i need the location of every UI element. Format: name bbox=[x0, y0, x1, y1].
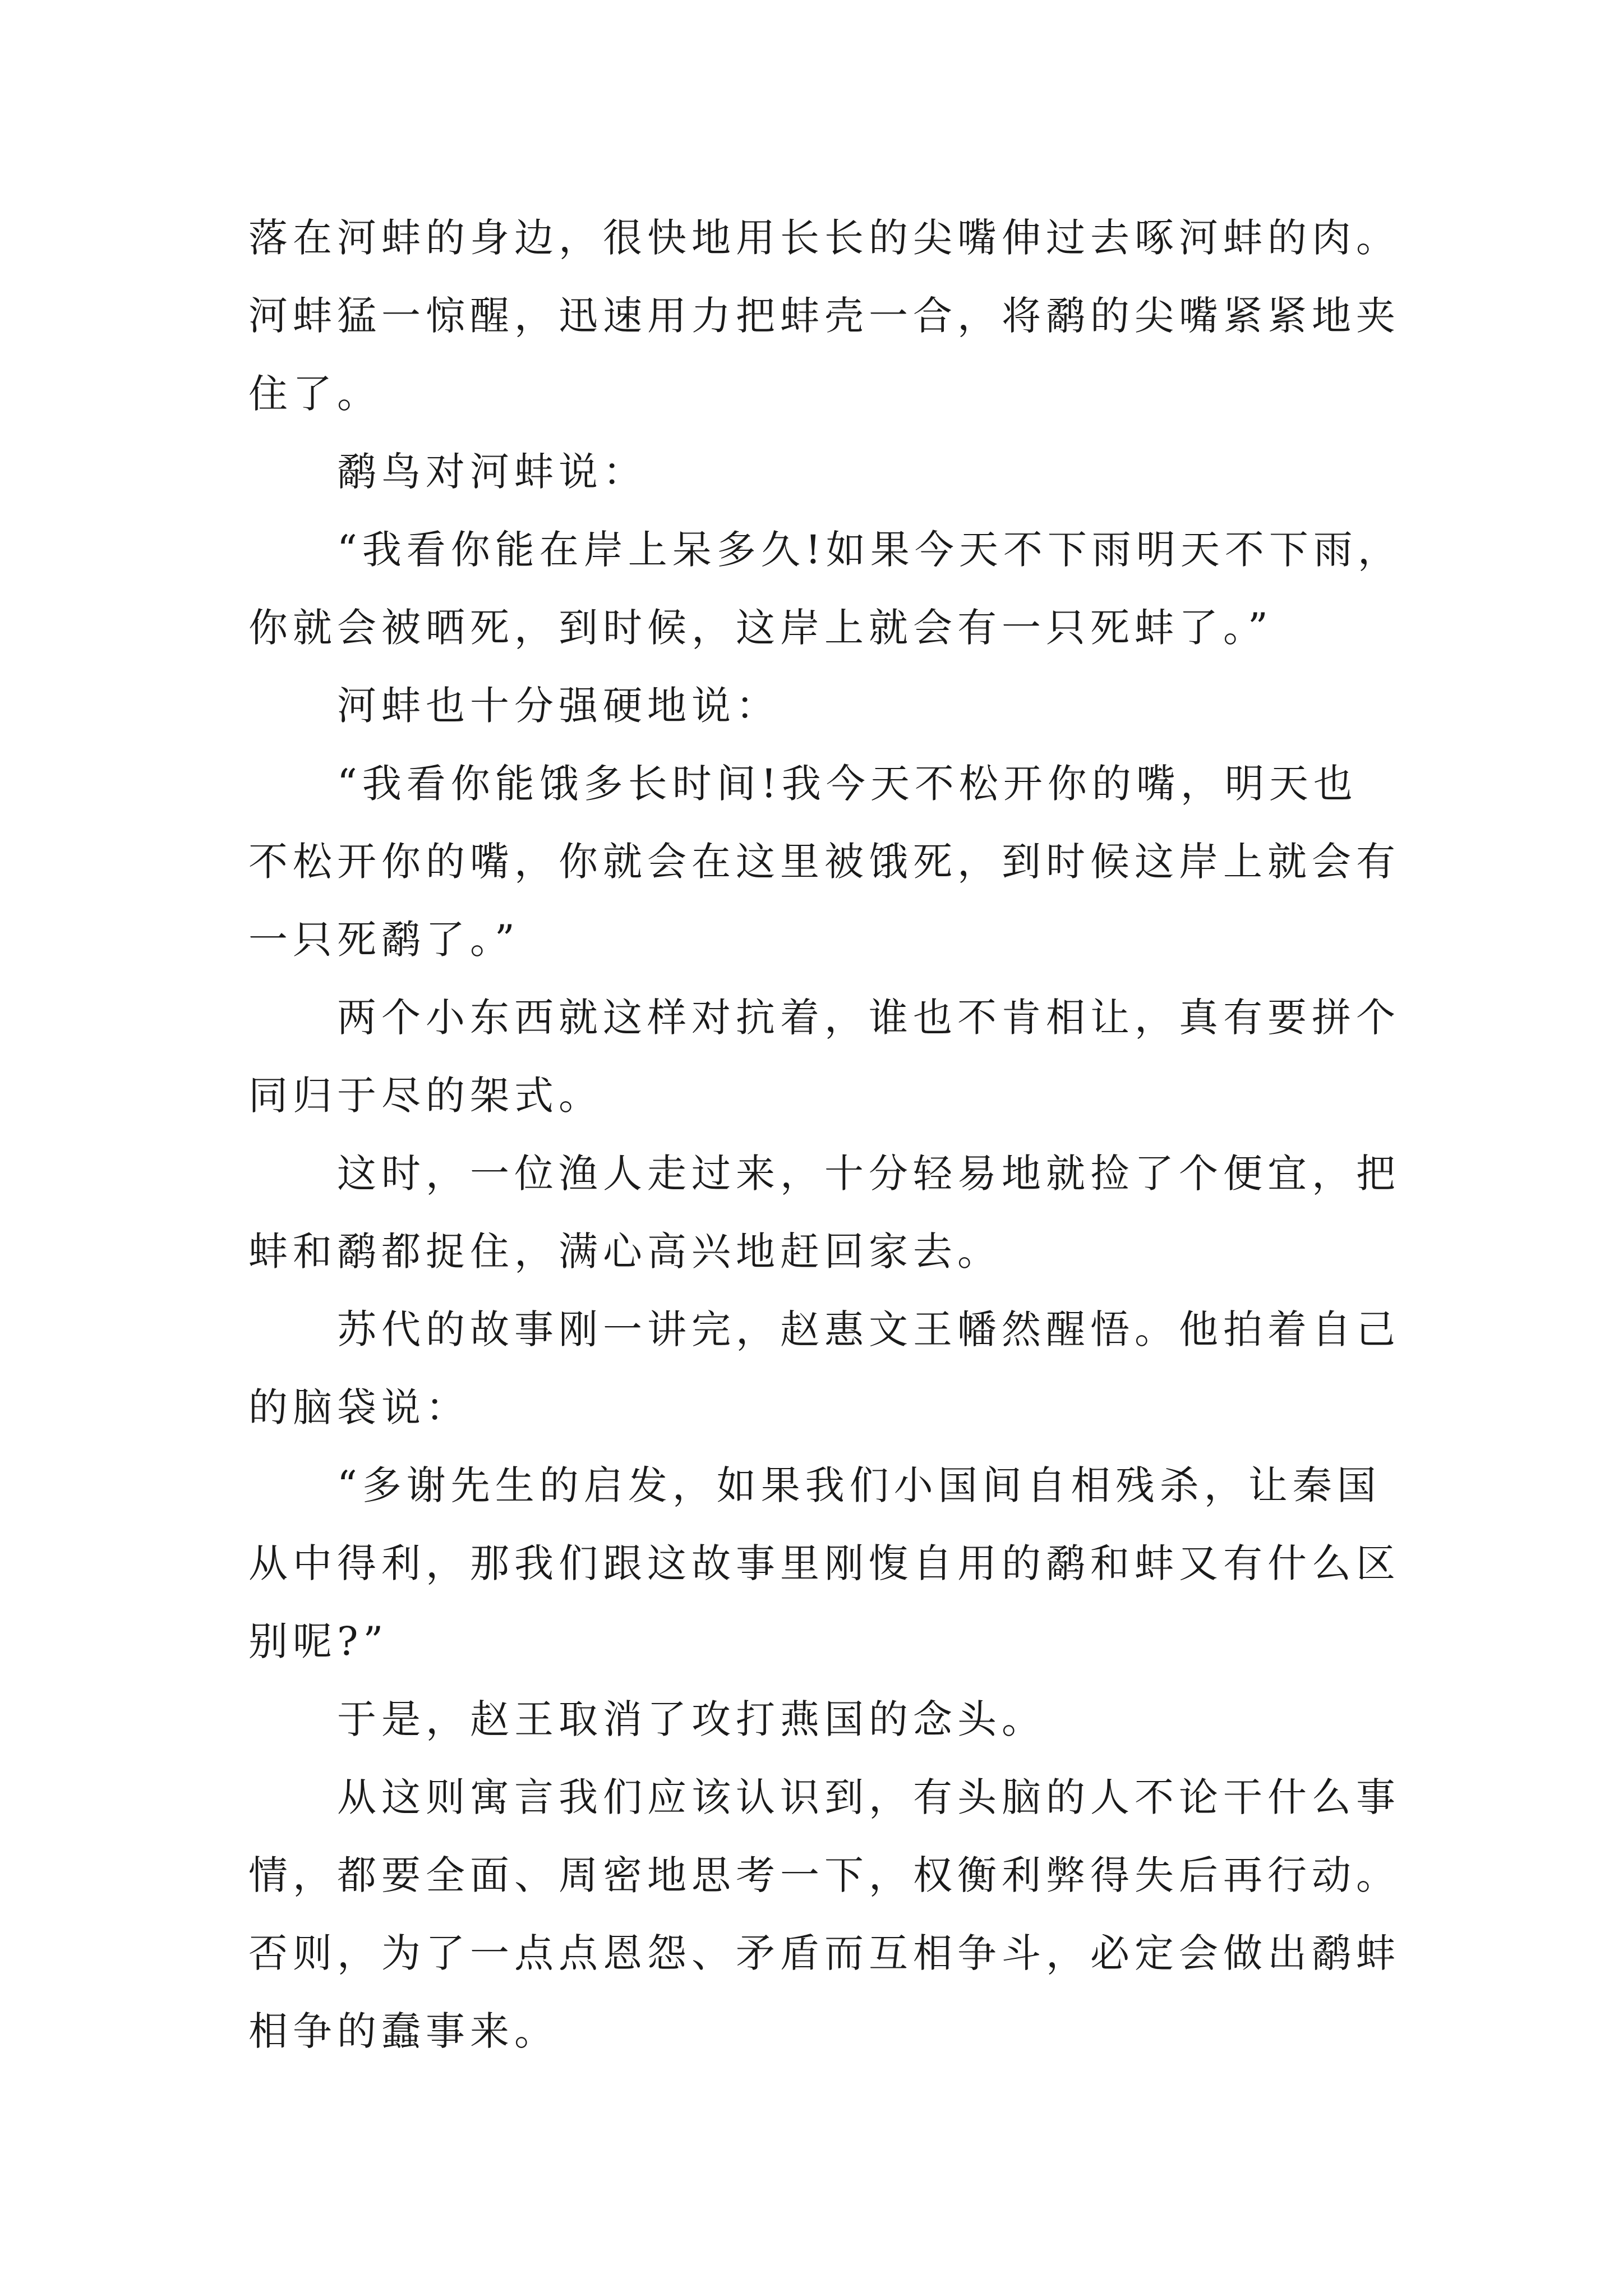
text-line: 情，都要全面、周密地思考一下，权衡利弊得失后再行动。 bbox=[248, 1852, 1400, 1898]
text-line: 从这则寓言我们应该认识到，有头脑的人不论干什么事 bbox=[337, 1774, 1400, 1820]
text-line: 蚌和鹬都捉住，满心高兴地赶回家去。 bbox=[248, 1228, 1002, 1274]
text-line: 否则，为了一点点恩怨、矛盾而互相争斗，必定会做出鹬蚌 bbox=[248, 1930, 1400, 1976]
text-line: 别呢?” bbox=[248, 1618, 389, 1664]
text-line: 从中得利，那我们跟这故事里刚愎自用的鹬和蚌又有什么区 bbox=[248, 1540, 1400, 1586]
text-line: “我看你能饿多长时间!我今天不松开你的嘴，明天也 bbox=[337, 761, 1358, 807]
text-line: 不松开你的嘴，你就会在这里被饿死，到时候这岸上就会有 bbox=[248, 839, 1400, 885]
paragraph-7 bbox=[248, 1135, 1400, 1291]
text-line: 于是，赵王取消了攻打燕国的念头。 bbox=[337, 1696, 1046, 1742]
paragraph-8 bbox=[248, 1291, 1400, 1447]
paragraph-1 bbox=[248, 199, 1400, 433]
text-line: 住了。 bbox=[248, 371, 381, 417]
text-line: 河蚌也十分强硬地说： bbox=[337, 683, 780, 729]
paragraph-3 bbox=[248, 511, 1402, 667]
paragraph-2 bbox=[248, 433, 1376, 511]
text-line: 鹬鸟对河蚌说： bbox=[337, 449, 647, 495]
paragraph-6 bbox=[248, 979, 1400, 1135]
text-line: 一只死鹬了。” bbox=[248, 917, 520, 963]
paragraph-5 bbox=[248, 745, 1400, 979]
body-text bbox=[248, 199, 1402, 2070]
paragraph-10 bbox=[248, 1681, 1376, 1759]
text-line: 河蚌猛一惊醒，迅速用力把蚌壳一合，将鹬的尖嘴紧紧地夹 bbox=[248, 293, 1400, 339]
paragraph-4 bbox=[248, 667, 1376, 745]
text-line: 这时，一位渔人走过来，十分轻易地就捡了个便宜，把 bbox=[337, 1151, 1400, 1197]
text-line: 你就会被晒死，到时候，这岸上就会有一只死蚌了。” bbox=[248, 605, 1273, 651]
text-line: “我看你能在岸上呆多久!如果今天不下雨明天不下雨， bbox=[337, 527, 1402, 573]
text-line: 同归于尽的架式。 bbox=[248, 1073, 603, 1119]
text-line: “多谢先生的启发，如果我们小国间自相残杀，让秦国 bbox=[337, 1462, 1381, 1508]
paragraph-9 bbox=[248, 1447, 1400, 1681]
paragraph-11 bbox=[248, 1759, 1400, 2070]
text-line: 相争的蠢事来。 bbox=[248, 2008, 559, 2054]
text-line: 落在河蚌的身边，很快地用长长的尖嘴伸过去啄河蚌的肉。 bbox=[248, 215, 1400, 261]
text-line: 两个小东西就这样对抗着，谁也不肯相让，真有要拼个 bbox=[337, 995, 1400, 1041]
text-line: 苏代的故事刚一讲完，赵惠文王幡然醒悟。他拍着自己 bbox=[337, 1306, 1400, 1352]
text-line: 的脑袋说： bbox=[248, 1384, 470, 1430]
